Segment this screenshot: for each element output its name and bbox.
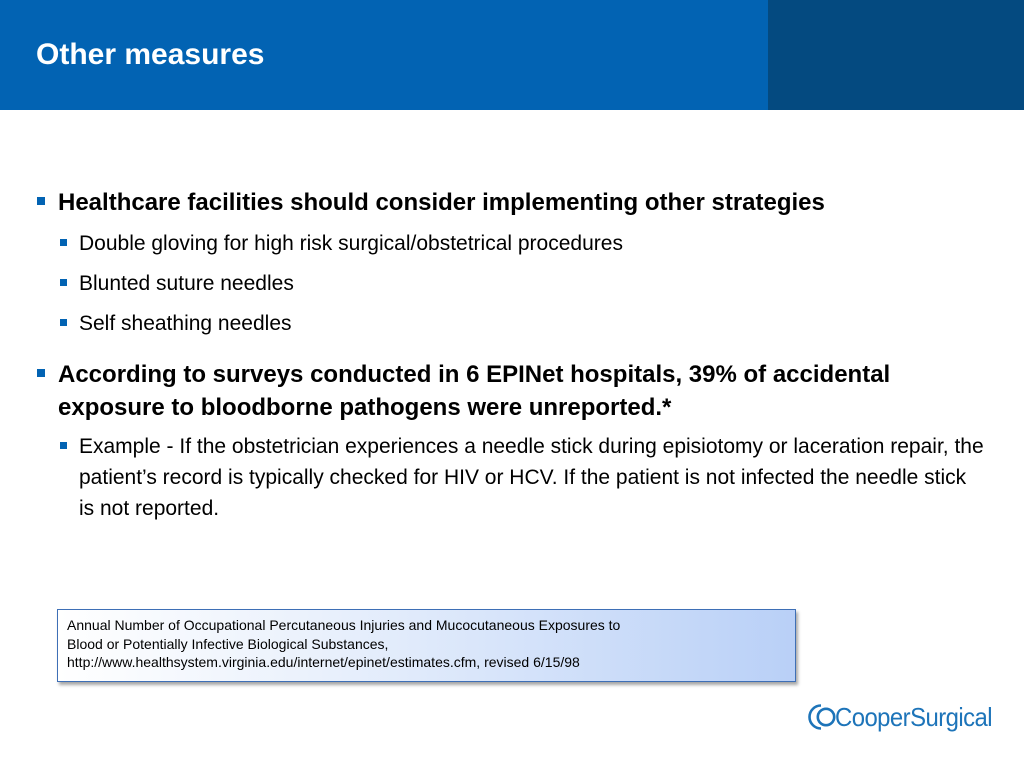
sub-bullet-text: Double gloving for high risk surgical/obstetrical procedures [79, 232, 623, 255]
sub-bullet-double-gloving [36, 228, 986, 259]
citation-line: Annual Number of Occupational Percutaneous Injuries and Mucocutaneous Exposures to [67, 617, 621, 633]
square-bullet-icon [37, 197, 45, 205]
sub-bullet-text: Blunted suture needles [79, 272, 294, 295]
sub-bullet-example [36, 431, 986, 524]
citation-line[interactable]: http://www.healthsystem.virginia.edu/internet/epinet/estimates.cfm, revised 6/15/98 [67, 654, 580, 670]
square-bullet-icon [60, 442, 67, 449]
title-bar-accent [768, 0, 1024, 110]
sub-bullet-blunted-needles [36, 268, 986, 299]
square-bullet-icon [60, 279, 67, 286]
sub-bullet-text: Self sheathing needles [79, 312, 292, 335]
slide-body [36, 186, 986, 524]
slide-title: Other measures [36, 38, 265, 71]
square-bullet-icon [60, 239, 67, 246]
bullet-text: According to surveys conducted in 6 EPINet hospitals, 39% of accidental exposure to bloodborne pathogens were unreported.* [58, 361, 891, 421]
square-bullet-icon [60, 319, 67, 326]
bullet-surveys [36, 358, 986, 424]
citation-line: Blood or Potentially Infective Biological Substances, [67, 635, 389, 652]
sub-bullet-text: Example - If the obstetrician experiences a needle stick during episiotomy or laceration repair, the patient’s record is typically checked for HIV or HCV. If the patient is not infected the needle stick is not reported. [79, 435, 984, 520]
sub-bullet-self-sheathing [36, 308, 986, 339]
logo-mark-icon [810, 706, 835, 729]
citation-box [57, 609, 796, 682]
bullet-strategies [36, 186, 986, 219]
bullet-group-strategies [36, 186, 986, 339]
logo-wordmark: CooperSurgical [835, 702, 992, 732]
bullet-text: Healthcare facilities should consider implementing other strategies [58, 189, 825, 216]
coopersurgical-logo [802, 698, 994, 738]
bullet-group-surveys [36, 358, 986, 524]
square-bullet-icon [37, 369, 45, 377]
